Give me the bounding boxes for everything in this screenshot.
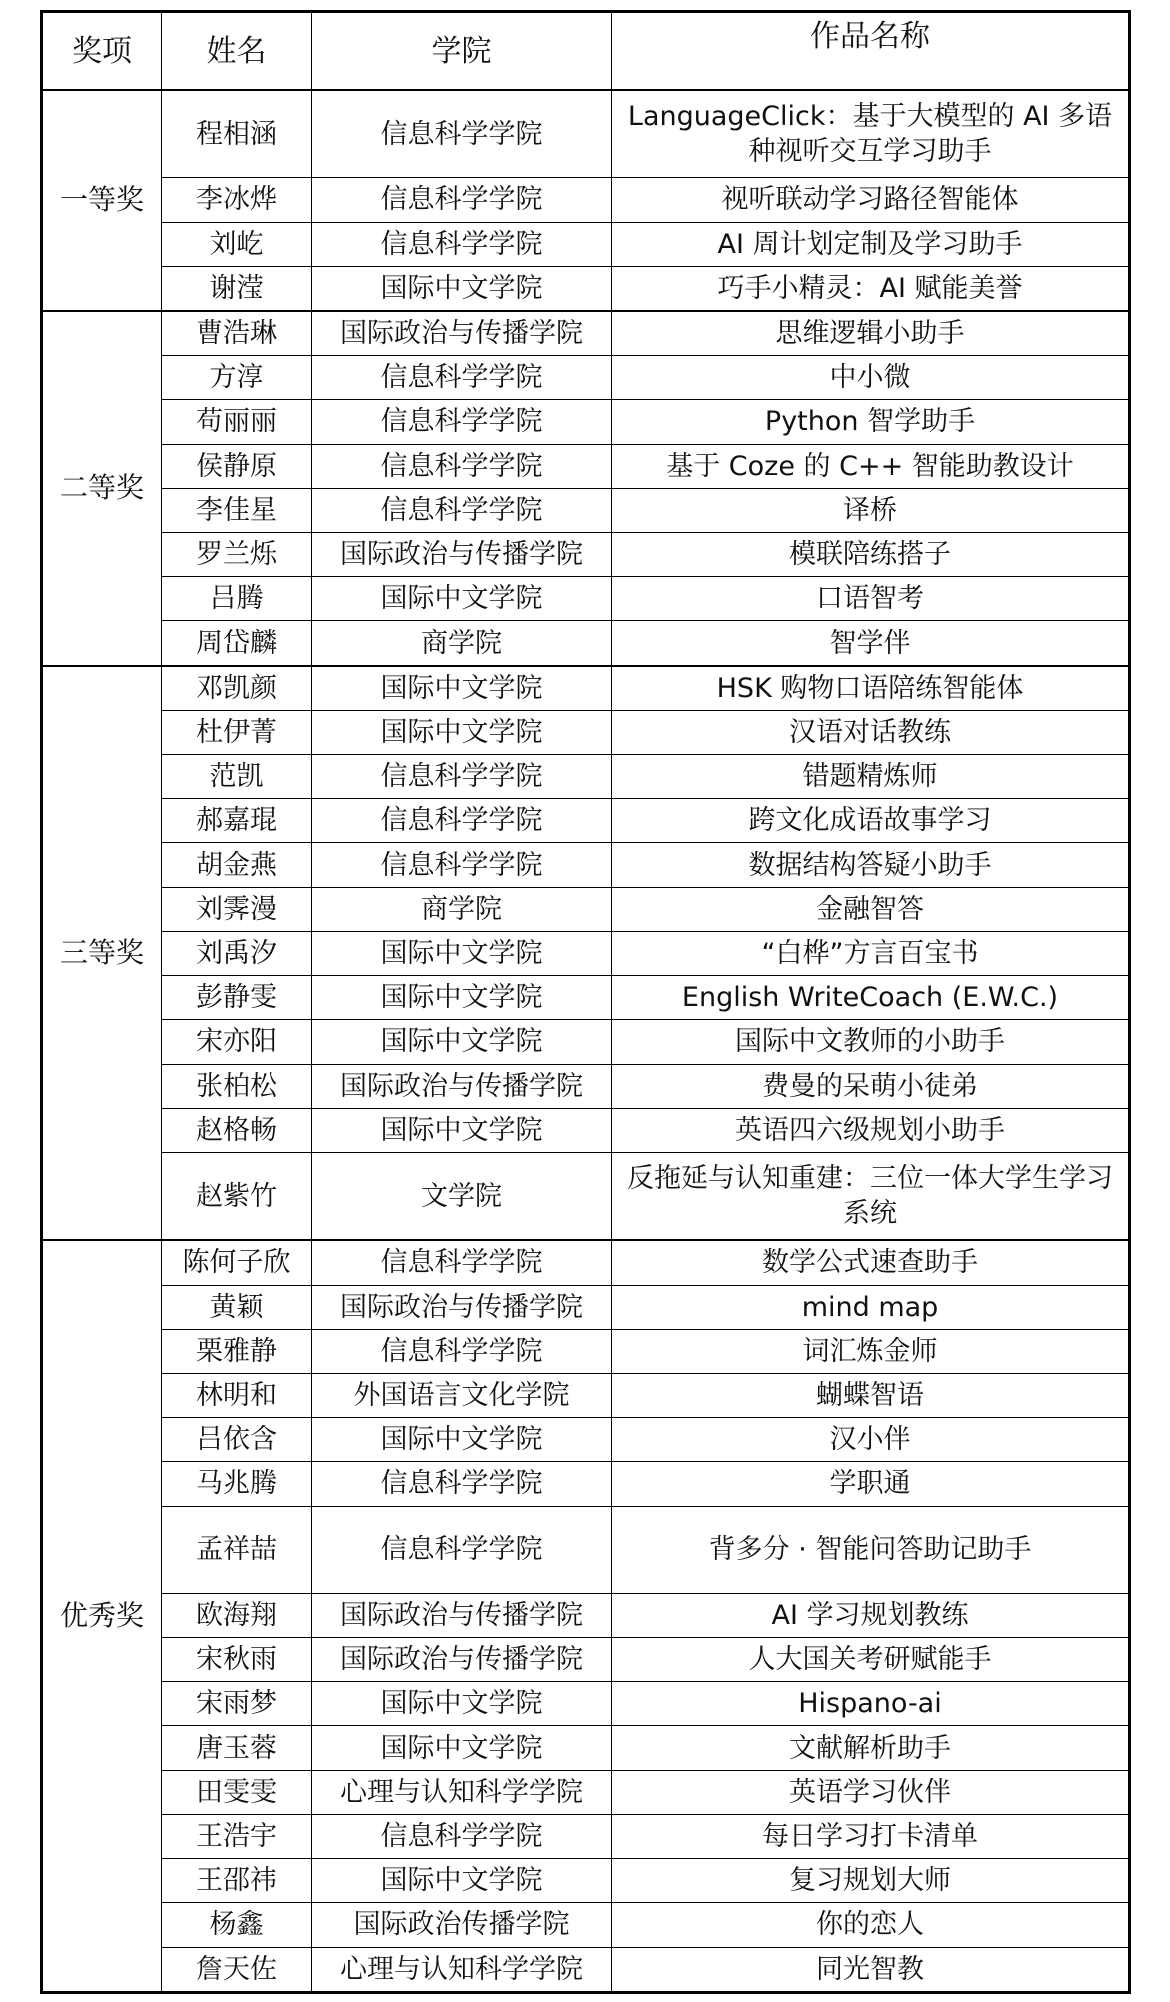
student-name-cell: 张柏松 (162, 1064, 312, 1108)
header-title: 作品名称 (612, 12, 1130, 91)
student-name-cell: 曹浩琳 (162, 311, 312, 356)
award-level-cell: 优秀奖 (42, 1240, 162, 1992)
college-cell: 国际中文学院 (312, 931, 612, 975)
table-row (42, 1373, 1130, 1417)
student-name-cell: 杜伊菁 (162, 710, 312, 754)
work-title-cell: 国际中文教师的小助手 (612, 1020, 1130, 1064)
table-row (42, 1329, 1130, 1373)
college-cell: 信息科学学院 (312, 1814, 612, 1858)
student-name-cell: 王邵祎 (162, 1859, 312, 1903)
award-level-cell: 二等奖 (42, 311, 162, 666)
table-row (42, 1903, 1130, 1947)
work-title-cell: 模联陪练搭子 (612, 533, 1130, 577)
table-row (42, 1593, 1130, 1637)
work-title-cell: 学职通 (612, 1462, 1130, 1506)
college-cell: 心理与认知科学学院 (312, 1947, 612, 1993)
work-title-cell: AI 学习规划教练 (612, 1593, 1130, 1637)
work-title-cell: English WriteCoach (E.W.C.) (612, 976, 1130, 1020)
table-row (42, 533, 1130, 577)
college-cell: 信息科学学院 (312, 755, 612, 799)
header-college: 学院 (312, 12, 612, 91)
work-title-cell: 文献解析助手 (612, 1726, 1130, 1770)
table-row (42, 887, 1130, 931)
work-title-cell: 复习规划大师 (612, 1859, 1130, 1903)
work-title-cell: 基于 Coze 的 C++ 智能助教设计 (612, 444, 1130, 488)
work-title-cell: AI 周计划定制及学习助手 (612, 222, 1130, 266)
work-title-cell: 同光智教 (612, 1947, 1130, 1993)
college-cell: 国际中文学院 (312, 666, 612, 711)
award-level-cell: 一等奖 (42, 90, 162, 311)
student-name-cell: 赵紫竹 (162, 1152, 312, 1240)
student-name-cell: 程相涵 (162, 90, 312, 178)
student-name-cell: 陈何子欣 (162, 1240, 312, 1285)
student-name-cell: 刘屹 (162, 222, 312, 266)
student-name-cell: 杨鑫 (162, 1903, 312, 1947)
college-cell: 信息科学学院 (312, 222, 612, 266)
college-cell: 信息科学学院 (312, 488, 612, 532)
work-title-cell: 汉小伴 (612, 1418, 1130, 1462)
work-title-cell: “白桦”方言百宝书 (612, 931, 1130, 975)
college-cell: 国际政治与传播学院 (312, 1638, 612, 1682)
work-title-cell: Hispano-ai (612, 1682, 1130, 1726)
college-cell: 心理与认知科学学院 (312, 1770, 612, 1814)
student-name-cell: 黄颖 (162, 1285, 312, 1329)
college-cell: 信息科学学院 (312, 799, 612, 843)
table-row (42, 444, 1130, 488)
student-name-cell: 唐玉蓉 (162, 1726, 312, 1770)
student-name-cell: 胡金燕 (162, 843, 312, 887)
header-row (42, 12, 1130, 91)
table-row (42, 1462, 1130, 1506)
table-row (42, 1285, 1130, 1329)
college-cell: 国际政治与传播学院 (312, 1285, 612, 1329)
student-name-cell: 谢滢 (162, 266, 312, 311)
table-row (42, 1814, 1130, 1858)
student-name-cell: 苟丽丽 (162, 400, 312, 444)
work-title-cell: 汉语对话教练 (612, 710, 1130, 754)
work-title-cell: 数学公式速查助手 (612, 1240, 1130, 1285)
work-title-cell: 金融智答 (612, 887, 1130, 931)
student-name-cell: 刘禹汐 (162, 931, 312, 975)
college-cell: 外国语言文化学院 (312, 1373, 612, 1417)
table-row (42, 799, 1130, 843)
table-row (42, 1726, 1130, 1770)
college-cell: 国际中文学院 (312, 1108, 612, 1152)
table-row (42, 1108, 1130, 1152)
work-title-cell: 译桥 (612, 488, 1130, 532)
college-cell: 国际中文学院 (312, 1418, 612, 1462)
student-name-cell: 栗雅静 (162, 1329, 312, 1373)
college-cell: 国际政治与传播学院 (312, 533, 612, 577)
work-title-cell: 英语学习伙伴 (612, 1770, 1130, 1814)
college-cell: 国际政治传播学院 (312, 1903, 612, 1947)
work-title-cell: HSK 购物口语陪练智能体 (612, 666, 1130, 711)
student-name-cell: 周岱麟 (162, 621, 312, 666)
student-name-cell: 林明和 (162, 1373, 312, 1417)
table-row (42, 976, 1130, 1020)
table-row (42, 1418, 1130, 1462)
table-row (42, 755, 1130, 799)
table-row (42, 931, 1130, 975)
college-cell: 信息科学学院 (312, 1329, 612, 1373)
work-title-cell: 费曼的呆萌小徒弟 (612, 1064, 1130, 1108)
table-row (42, 1859, 1130, 1903)
college-cell: 信息科学学院 (312, 400, 612, 444)
table-row (42, 266, 1130, 311)
table-row (42, 311, 1130, 356)
table-body (42, 90, 1130, 1993)
award-level-cell: 三等奖 (42, 666, 162, 1241)
table-row (42, 400, 1130, 444)
student-name-cell: 田雯雯 (162, 1770, 312, 1814)
college-cell: 商学院 (312, 887, 612, 931)
work-title-cell: mind map (612, 1285, 1130, 1329)
work-title-cell: 跨文化成语故事学习 (612, 799, 1130, 843)
college-cell: 信息科学学院 (312, 444, 612, 488)
work-title-cell: 智学伴 (612, 621, 1130, 666)
table-row (42, 577, 1130, 621)
student-name-cell: 马兆腾 (162, 1462, 312, 1506)
work-title-cell: 每日学习打卡清单 (612, 1814, 1130, 1858)
table-row (42, 356, 1130, 400)
table-row (42, 843, 1130, 887)
college-cell: 国际中文学院 (312, 266, 612, 311)
table-row (42, 222, 1130, 266)
college-cell: 国际政治与传播学院 (312, 1593, 612, 1637)
work-title-cell: Python 智学助手 (612, 400, 1130, 444)
table-row (42, 666, 1130, 711)
work-title-cell: 数据结构答疑小助手 (612, 843, 1130, 887)
student-name-cell: 吕腾 (162, 577, 312, 621)
header-name: 姓名 (162, 12, 312, 91)
work-title-cell: 蝴蝶智语 (612, 1373, 1130, 1417)
student-name-cell: 吕依含 (162, 1418, 312, 1462)
table-row (42, 178, 1130, 222)
college-cell: 信息科学学院 (312, 90, 612, 178)
college-cell: 信息科学学院 (312, 1506, 612, 1593)
table-row (42, 1947, 1130, 1993)
award-table (40, 10, 1131, 1994)
table-row (42, 1020, 1130, 1064)
work-title-cell: 中小微 (612, 356, 1130, 400)
student-name-cell: 宋雨梦 (162, 1682, 312, 1726)
work-title-cell: 背多分 · 智能问答助记助手 (612, 1506, 1130, 1593)
student-name-cell: 方淳 (162, 356, 312, 400)
college-cell: 国际中文学院 (312, 976, 612, 1020)
student-name-cell: 欧海翔 (162, 1593, 312, 1637)
work-title-cell: 人大国关考研赋能手 (612, 1638, 1130, 1682)
table-row (42, 1770, 1130, 1814)
student-name-cell: 李佳星 (162, 488, 312, 532)
college-cell: 信息科学学院 (312, 178, 612, 222)
student-name-cell: 彭静雯 (162, 976, 312, 1020)
student-name-cell: 刘霁漫 (162, 887, 312, 931)
student-name-cell: 罗兰烁 (162, 533, 312, 577)
student-name-cell: 詹天佐 (162, 1947, 312, 1993)
table-row (42, 90, 1130, 178)
table-row (42, 1152, 1130, 1240)
student-name-cell: 宋亦阳 (162, 1020, 312, 1064)
college-cell: 国际中文学院 (312, 710, 612, 754)
work-title-cell: 你的恋人 (612, 1903, 1130, 1947)
college-cell: 信息科学学院 (312, 1240, 612, 1285)
student-name-cell: 侯静原 (162, 444, 312, 488)
college-cell: 信息科学学院 (312, 1462, 612, 1506)
work-title-cell: 视听联动学习路径智能体 (612, 178, 1130, 222)
student-name-cell: 孟祥喆 (162, 1506, 312, 1593)
table-row (42, 1506, 1130, 1593)
student-name-cell: 赵格畅 (162, 1108, 312, 1152)
college-cell: 国际政治与传播学院 (312, 311, 612, 356)
work-title-cell: 巧手小精灵：AI 赋能美誉 (612, 266, 1130, 311)
college-cell: 国际中文学院 (312, 1859, 612, 1903)
college-cell: 国际中文学院 (312, 1726, 612, 1770)
student-name-cell: 王浩宇 (162, 1814, 312, 1858)
work-title-cell: 反拖延与认知重建：三位一体大学生学习系统 (612, 1152, 1130, 1240)
student-name-cell: 邓凯颜 (162, 666, 312, 711)
table-header (42, 12, 1130, 91)
table-row (42, 1064, 1130, 1108)
work-title-cell: 口语智考 (612, 577, 1130, 621)
work-title-cell: 思维逻辑小助手 (612, 311, 1130, 356)
table-row (42, 621, 1130, 666)
college-cell: 国际政治与传播学院 (312, 1064, 612, 1108)
table-row (42, 710, 1130, 754)
college-cell: 国际中文学院 (312, 1682, 612, 1726)
student-name-cell: 宋秋雨 (162, 1638, 312, 1682)
college-cell: 国际中文学院 (312, 577, 612, 621)
college-cell: 国际中文学院 (312, 1020, 612, 1064)
award-list-sheet (40, 10, 1128, 1996)
table-row (42, 1638, 1130, 1682)
table-row (42, 1240, 1130, 1285)
work-title-cell: LanguageClick：基于大模型的 AI 多语种视听交互学习助手 (612, 90, 1130, 178)
work-title-cell: 错题精炼师 (612, 755, 1130, 799)
student-name-cell: 郝嘉琨 (162, 799, 312, 843)
student-name-cell: 李冰烨 (162, 178, 312, 222)
college-cell: 信息科学学院 (312, 843, 612, 887)
table-row (42, 488, 1130, 532)
college-cell: 文学院 (312, 1152, 612, 1240)
work-title-cell: 词汇炼金师 (612, 1329, 1130, 1373)
work-title-cell: 英语四六级规划小助手 (612, 1108, 1130, 1152)
header-level: 奖项 (42, 12, 162, 91)
college-cell: 信息科学学院 (312, 356, 612, 400)
college-cell: 商学院 (312, 621, 612, 666)
table-row (42, 1682, 1130, 1726)
student-name-cell: 范凯 (162, 755, 312, 799)
